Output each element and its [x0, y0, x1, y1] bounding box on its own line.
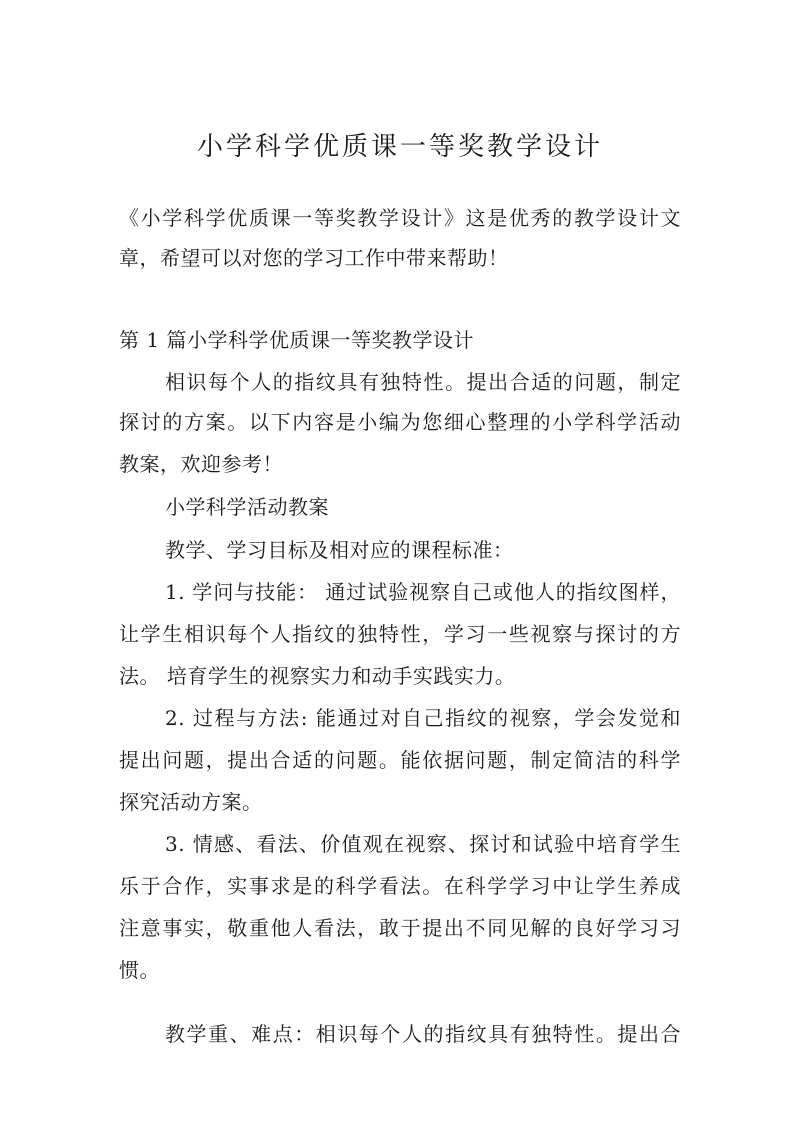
subheading-activity: 小学科学活动教案	[165, 495, 329, 519]
goal-1-line-2: 让学生相识每个人指纹的独特性，学习一些视察与探讨的方	[119, 622, 681, 646]
intro-line-2: 章，希望可以对您的学习工作中带来帮助！	[119, 246, 509, 270]
paragraph-1-line-2: 探讨的方案。以下内容是小编为您细心整理的小学科学活动	[119, 410, 681, 434]
intro-line-1: 《小学科学优质课一等奖教学设计》这是优秀的教学设计文	[119, 206, 681, 230]
goal-3-line-2: 乐于合作，实事求是的科学看法。在科学学习中让学生养成	[119, 874, 681, 898]
section-heading: 第 1 篇小学科学优质课一等奖教学设计	[119, 328, 474, 352]
goal-2-line-2: 提出问题，提出合适的问题。能依据问题，制定简洁的科学	[119, 748, 681, 772]
document-title: 小学科学优质课一等奖教学设计	[196, 132, 603, 162]
goal-3-line-4: 惯。	[119, 958, 160, 982]
goal-2-line-1: 2. 过程与方法: 能通过对自己指纹的视察，学会发觉和	[165, 706, 681, 730]
paragraph-1-line-3: 教案，欢迎参考！	[119, 452, 283, 476]
goal-1-line-3: 法。 培育学生的视察实力和动手实践实力。	[119, 664, 516, 688]
goal-3-line-1: 3. 情感、看法、价值观在视察、探讨和试验中培育学生	[165, 832, 681, 856]
paragraph-1-line-1: 相识每个人的指纹具有独特性。提出合适的问题，制定	[165, 370, 681, 394]
goal-1-line-1: 1. 学问与技能： 通过试验视察自己或他人的指纹图样，	[165, 580, 681, 604]
subheading-goals: 教学、学习目标及相对应的课程标准：	[165, 538, 514, 562]
goal-2-line-3: 探究活动方案。	[119, 790, 263, 814]
key-points-line: 教学重、难点：相识每个人的指纹具有独特性。提出合	[165, 1022, 681, 1046]
goal-3-line-3: 注意事实，敬重他人看法，敢于提出不同见解的良好学习习	[119, 916, 681, 940]
